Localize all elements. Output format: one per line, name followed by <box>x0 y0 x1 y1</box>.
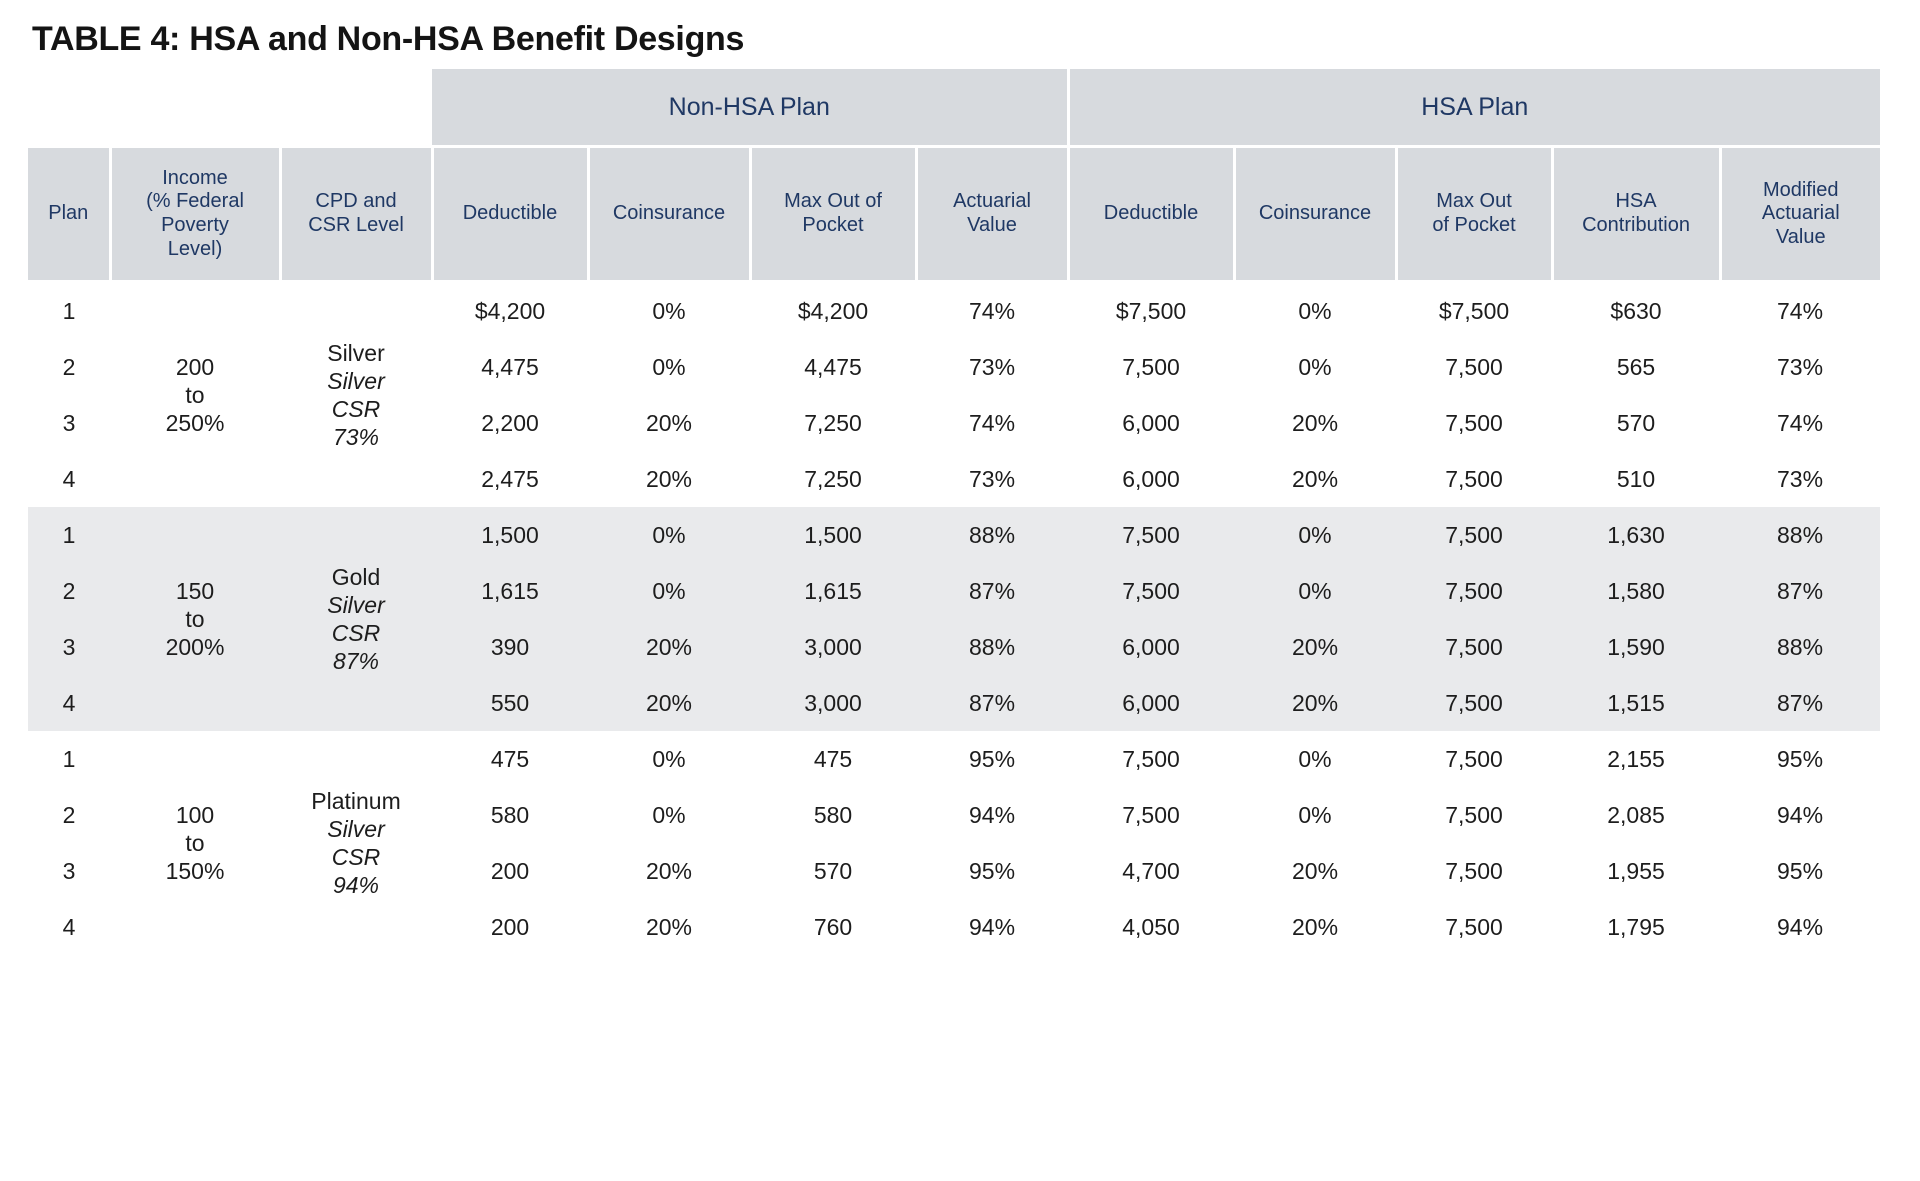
column-header-modified-actuarial-value <box>1720 147 1880 282</box>
cell-plan: 4 <box>28 899 110 955</box>
income-line1: 100 <box>175 801 215 828</box>
cell-nonhsa-deductible: $4,200 <box>432 282 588 340</box>
cell-hsa-coinsurance: 20% <box>1234 843 1396 899</box>
column-header-income-line4: Level) <box>167 237 223 260</box>
cell-plan: 4 <box>28 675 110 731</box>
cell-nonhsa-moop: 3,000 <box>750 619 916 675</box>
column-header-income-line1: Income <box>162 166 228 189</box>
cell-plan: 1 <box>28 731 110 787</box>
cell-hsa-deductible: 7,500 <box>1068 787 1234 843</box>
cell-hsa-moop: 7,500 <box>1396 787 1552 843</box>
cell-hsa-deductible: $7,500 <box>1068 282 1234 340</box>
cell-nonhsa-moop: 760 <box>750 899 916 955</box>
cell-hsa-contribution: 1,795 <box>1552 899 1720 955</box>
cell-hsa-coinsurance: 20% <box>1234 899 1396 955</box>
benefit-designs-table <box>28 69 1880 955</box>
cell-hsa-moop: 7,500 <box>1396 451 1552 507</box>
income-line2: to <box>185 605 205 632</box>
cell-nonhsa-deductible: 200 <box>432 899 588 955</box>
cell-hsa-contribution: 510 <box>1552 451 1720 507</box>
header-spacer <box>28 69 110 147</box>
cell-modified-av: 88% <box>1720 619 1880 675</box>
cell-nonhsa-av: 94% <box>916 787 1068 843</box>
column-header-hsa-max-out-of-pocket <box>1396 147 1552 282</box>
cell-hsa-moop: 7,500 <box>1396 843 1552 899</box>
cell-nonhsa-moop: $4,200 <box>750 282 916 340</box>
cell-nonhsa-coinsurance: 20% <box>588 843 750 899</box>
income-line3: 200% <box>165 634 225 661</box>
column-header-nonhsa-deductible-label: Deductible <box>462 202 558 225</box>
cell-nonhsa-av: 88% <box>916 507 1068 563</box>
cell-hsa-moop: 7,500 <box>1396 507 1552 563</box>
cell-plan: 1 <box>28 507 110 563</box>
column-header-hsa-contribution-line2: Contribution <box>1582 214 1690 236</box>
cell-nonhsa-moop: 1,615 <box>750 563 916 619</box>
cell-hsa-contribution: 565 <box>1552 339 1720 395</box>
cell-modified-av: 87% <box>1720 563 1880 619</box>
cell-nonhsa-deductible: 1,615 <box>432 563 588 619</box>
column-header-cpd-line1: CPD and <box>315 190 397 213</box>
cell-nonhsa-coinsurance: 0% <box>588 563 750 619</box>
cell-nonhsa-deductible: 390 <box>432 619 588 675</box>
cell-plan: 3 <box>28 619 110 675</box>
cell-hsa-contribution: 1,630 <box>1552 507 1720 563</box>
cell-hsa-deductible: 6,000 <box>1068 619 1234 675</box>
cell-modified-av: 74% <box>1720 282 1880 340</box>
cell-hsa-moop: 7,500 <box>1396 563 1552 619</box>
cell-hsa-contribution: 570 <box>1552 395 1720 451</box>
cell-nonhsa-coinsurance: 0% <box>588 731 750 787</box>
cell-cpd-group <box>280 731 432 955</box>
cell-hsa-deductible: 7,500 <box>1068 507 1234 563</box>
cell-hsa-coinsurance: 0% <box>1234 563 1396 619</box>
cell-hsa-coinsurance: 0% <box>1234 339 1396 395</box>
column-header-hsa-coinsurance <box>1234 147 1396 282</box>
cell-nonhsa-coinsurance: 20% <box>588 675 750 731</box>
cell-hsa-moop: $7,500 <box>1396 282 1552 340</box>
cell-nonhsa-av: 74% <box>916 395 1068 451</box>
column-header-hsa-contribution-line1: HSA <box>1615 190 1657 213</box>
cell-hsa-deductible: 4,050 <box>1068 899 1234 955</box>
cell-hsa-contribution: 1,590 <box>1552 619 1720 675</box>
column-header-hsa-deductible <box>1068 147 1234 282</box>
cell-plan: 2 <box>28 563 110 619</box>
table-row <box>28 282 1880 340</box>
table-row <box>28 731 1880 787</box>
cell-nonhsa-moop: 1,500 <box>750 507 916 563</box>
column-header-nonhsa-coinsurance-label: Coinsurance <box>612 202 726 225</box>
cell-modified-av: 94% <box>1720 899 1880 955</box>
cell-hsa-coinsurance: 20% <box>1234 395 1396 451</box>
cell-plan: 3 <box>28 395 110 451</box>
cell-nonhsa-av: 95% <box>916 843 1068 899</box>
cell-hsa-coinsurance: 0% <box>1234 282 1396 340</box>
cell-income-group <box>110 731 280 955</box>
cell-hsa-coinsurance: 20% <box>1234 675 1396 731</box>
cell-hsa-moop: 7,500 <box>1396 339 1552 395</box>
column-header-cpd-line2: CSR Level <box>308 214 404 236</box>
cell-hsa-contribution: 1,580 <box>1552 563 1720 619</box>
group-header-hsa: HSA Plan <box>1068 69 1880 147</box>
cell-modified-av: 88% <box>1720 507 1880 563</box>
cell-hsa-deductible: 7,500 <box>1068 339 1234 395</box>
table-header <box>28 69 1880 282</box>
income-line2: to <box>185 829 205 856</box>
column-header-hsa-contribution <box>1552 147 1720 282</box>
cell-modified-av: 73% <box>1720 451 1880 507</box>
cell-hsa-coinsurance: 20% <box>1234 451 1396 507</box>
cell-hsa-coinsurance: 0% <box>1234 787 1396 843</box>
column-header-nonhsa-av-line1: Actuarial <box>953 190 1031 213</box>
cell-modified-av: 74% <box>1720 395 1880 451</box>
cell-plan: 1 <box>28 282 110 340</box>
cpd-line3: CSR <box>331 844 381 870</box>
cell-nonhsa-deductible: 475 <box>432 731 588 787</box>
cell-nonhsa-moop: 3,000 <box>750 675 916 731</box>
cell-nonhsa-av: 94% <box>916 899 1068 955</box>
cell-nonhsa-deductible: 550 <box>432 675 588 731</box>
cell-plan: 4 <box>28 451 110 507</box>
cell-nonhsa-moop: 4,475 <box>750 339 916 395</box>
column-header-cpd-csr-level <box>280 147 432 282</box>
column-header-income-line2: (% Federal <box>146 190 244 213</box>
cpd-line2: Silver <box>327 591 385 618</box>
header-spacer <box>110 69 280 147</box>
cpd-line4: 94% <box>332 872 380 899</box>
column-header-hsa-coinsurance-label: Coinsurance <box>1258 202 1372 225</box>
cpd-line3: CSR <box>331 396 381 422</box>
column-header-nonhsa-moop-line2: Pocket <box>802 214 864 236</box>
column-header-row <box>28 147 1880 282</box>
cell-nonhsa-moop: 7,250 <box>750 395 916 451</box>
cell-modified-av: 94% <box>1720 787 1880 843</box>
cell-hsa-deductible: 7,500 <box>1068 563 1234 619</box>
column-header-nonhsa-deductible <box>432 147 588 282</box>
column-header-hsa-moop-line1: Max Out <box>1436 190 1512 213</box>
cell-hsa-contribution: 2,085 <box>1552 787 1720 843</box>
cell-hsa-contribution: 1,955 <box>1552 843 1720 899</box>
table-row <box>28 507 1880 563</box>
column-header-income-line3: Poverty <box>161 214 229 236</box>
page-title: TABLE 4: HSA and Non-HSA Benefit Designs <box>32 20 745 58</box>
cell-hsa-contribution: 1,515 <box>1552 675 1720 731</box>
cell-nonhsa-deductible: 4,475 <box>432 339 588 395</box>
column-header-nonhsa-moop-line1: Max Out of <box>784 190 882 213</box>
income-line3: 150% <box>165 858 225 885</box>
column-header-mav-line3: Value <box>1775 225 1826 248</box>
header-spacer <box>280 69 432 147</box>
income-line1: 200 <box>175 353 215 380</box>
cell-nonhsa-coinsurance: 20% <box>588 395 750 451</box>
cell-hsa-deductible: 6,000 <box>1068 395 1234 451</box>
cell-modified-av: 73% <box>1720 339 1880 395</box>
cell-income-group <box>110 507 280 731</box>
income-line2: to <box>185 381 205 408</box>
cell-nonhsa-av: 74% <box>916 282 1068 340</box>
cell-plan: 3 <box>28 843 110 899</box>
cpd-line4: 87% <box>332 648 380 675</box>
table-body <box>28 282 1880 956</box>
cell-nonhsa-av: 87% <box>916 675 1068 731</box>
cell-hsa-deductible: 4,700 <box>1068 843 1234 899</box>
cell-hsa-deductible: 6,000 <box>1068 675 1234 731</box>
column-header-nonhsa-coinsurance <box>588 147 750 282</box>
column-header-hsa-moop-line2: of Pocket <box>1432 214 1516 236</box>
cell-plan: 2 <box>28 339 110 395</box>
column-header-nonhsa-max-out-of-pocket <box>750 147 916 282</box>
cell-cpd-group <box>280 507 432 731</box>
cell-nonhsa-coinsurance: 20% <box>588 899 750 955</box>
cell-hsa-deductible: 7,500 <box>1068 731 1234 787</box>
cell-modified-av: 95% <box>1720 731 1880 787</box>
cpd-line1: Platinum <box>311 787 401 814</box>
cell-nonhsa-av: 73% <box>916 451 1068 507</box>
cell-nonhsa-moop: 570 <box>750 843 916 899</box>
cpd-line4: 73% <box>332 424 380 451</box>
cell-hsa-coinsurance: 20% <box>1234 619 1396 675</box>
cell-nonhsa-coinsurance: 0% <box>588 339 750 395</box>
cell-nonhsa-av: 87% <box>916 563 1068 619</box>
column-header-mav-line1: Modified <box>1762 178 1839 201</box>
income-line3: 250% <box>165 410 225 437</box>
cell-hsa-contribution: 2,155 <box>1552 731 1720 787</box>
cell-nonhsa-coinsurance: 0% <box>588 507 750 563</box>
cell-nonhsa-moop: 580 <box>750 787 916 843</box>
cell-nonhsa-coinsurance: 20% <box>588 451 750 507</box>
cell-hsa-deductible: 6,000 <box>1068 451 1234 507</box>
cell-modified-av: 95% <box>1720 843 1880 899</box>
cell-hsa-coinsurance: 0% <box>1234 731 1396 787</box>
cell-nonhsa-av: 73% <box>916 339 1068 395</box>
cell-cpd-group <box>280 282 432 508</box>
column-header-mav-line2: Actuarial <box>1761 202 1840 225</box>
cell-nonhsa-deductible: 580 <box>432 787 588 843</box>
cell-nonhsa-av: 95% <box>916 731 1068 787</box>
cell-nonhsa-coinsurance: 0% <box>588 282 750 340</box>
cpd-line2: Silver <box>327 815 385 842</box>
column-header-nonhsa-actuarial-value <box>916 147 1068 282</box>
cpd-line1: Gold <box>331 563 381 590</box>
cell-income-group <box>110 282 280 508</box>
cell-nonhsa-coinsurance: 20% <box>588 619 750 675</box>
cell-nonhsa-deductible: 200 <box>432 843 588 899</box>
cell-nonhsa-deductible: 2,200 <box>432 395 588 451</box>
column-header-hsa-deductible-label: Deductible <box>1103 202 1199 225</box>
cpd-line2: Silver <box>327 367 385 394</box>
cpd-line1: Silver <box>327 339 385 366</box>
cell-hsa-moop: 7,500 <box>1396 395 1552 451</box>
column-header-nonhsa-av-line2: Value <box>967 214 1017 236</box>
cell-hsa-moop: 7,500 <box>1396 675 1552 731</box>
cell-nonhsa-coinsurance: 0% <box>588 787 750 843</box>
cell-hsa-contribution: $630 <box>1552 282 1720 340</box>
cell-hsa-coinsurance: 0% <box>1234 507 1396 563</box>
cell-nonhsa-moop: 475 <box>750 731 916 787</box>
cell-modified-av: 87% <box>1720 675 1880 731</box>
cell-hsa-moop: 7,500 <box>1396 899 1552 955</box>
income-line1: 150 <box>175 577 215 604</box>
cell-hsa-moop: 7,500 <box>1396 619 1552 675</box>
cell-nonhsa-moop: 7,250 <box>750 451 916 507</box>
cell-plan: 2 <box>28 787 110 843</box>
cpd-line3: CSR <box>331 620 381 646</box>
cell-nonhsa-deductible: 2,475 <box>432 451 588 507</box>
cell-hsa-moop: 7,500 <box>1396 731 1552 787</box>
cell-nonhsa-deductible: 1,500 <box>432 507 588 563</box>
column-header-plan <box>28 147 110 282</box>
column-header-plan-label: Plan <box>48 202 89 225</box>
group-header-row <box>28 69 1880 147</box>
cell-nonhsa-av: 88% <box>916 619 1068 675</box>
column-header-income <box>110 147 280 282</box>
group-header-non-hsa: Non-HSA Plan <box>432 69 1068 147</box>
